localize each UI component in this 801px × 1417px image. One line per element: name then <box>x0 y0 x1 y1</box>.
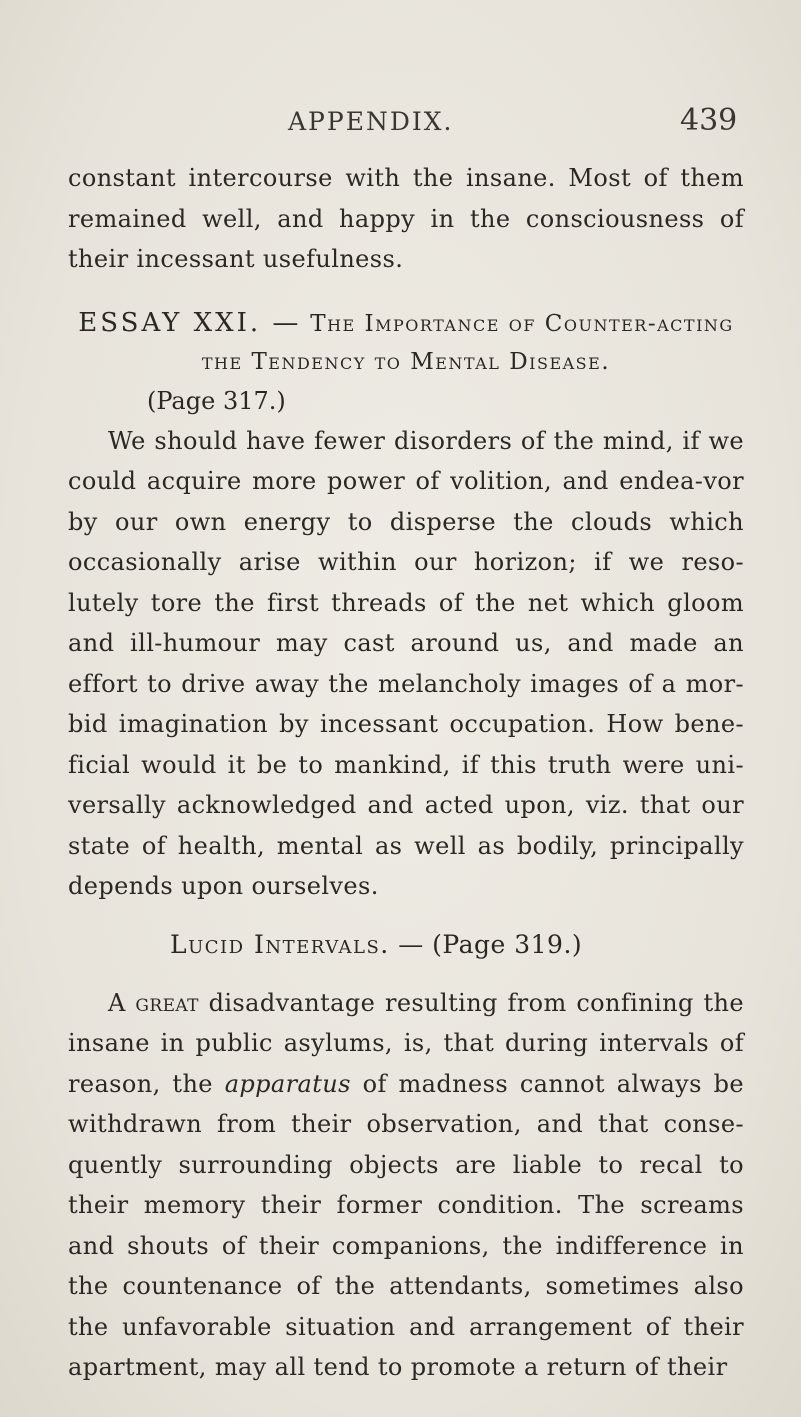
page-header <box>0 103 801 147</box>
section-paragraph <box>68 983 744 1388</box>
paragraph-lead: A great <box>108 988 199 1017</box>
body-text <box>68 158 744 1388</box>
essay-title: The Importance of Counter-acting the Tendency to Mental Disease. <box>201 310 734 375</box>
paragraph-continuation: constant intercourse with the insane. Most of them remained well, and happy in the consciousness of their incessant usefulness. <box>68 164 744 273</box>
section-title: Lucid Intervals. <box>170 929 390 959</box>
running-head: APPENDIX. <box>288 107 454 136</box>
essay-number: ESSAY XXI. — <box>78 307 302 338</box>
section-page-reference: — (Page 319.) <box>398 929 583 959</box>
essay-heading <box>68 304 744 381</box>
italic-term: apparatus <box>224 1069 351 1098</box>
page-number: 439 <box>680 103 738 138</box>
paragraph-text-2: of madness cannot always be withdrawn from their observation, and that conse-quently surrounding objects are liable to recal to their memory their former condition. The screams and shouts of their companions, the indifference in the countenance of the attendants, sometimes also the unfavorable situation and arrangement of their apartment, may all tend to promote a return of their <box>68 1069 744 1381</box>
spacer <box>68 965 744 983</box>
paragraph-text-1: disadvantage resulting from confining the insane in public asylums, is, that during intervals of reason, the <box>68 988 744 1098</box>
essay-page-reference: (Page 317.) <box>147 386 286 415</box>
essay-paragraph: We should have fewer disorders of the mind, if we could acquire more power of volition, and endea-vor by our own energy to disperse the clouds which occasionally arise within our horizon; if we reso-lutely tore the first threads of the net which gloom and ill-humour may cast around us, and made an effort to drive away the melancholy images of a mor-bid imagination by incessant occupation. How bene-ficial would it be to mankind, if this truth were uni-versally acknowledged and acted upon, viz. that our state of health, mental as well as bodily, principally depends upon ourselves. <box>68 426 744 900</box>
section-heading <box>170 925 744 965</box>
